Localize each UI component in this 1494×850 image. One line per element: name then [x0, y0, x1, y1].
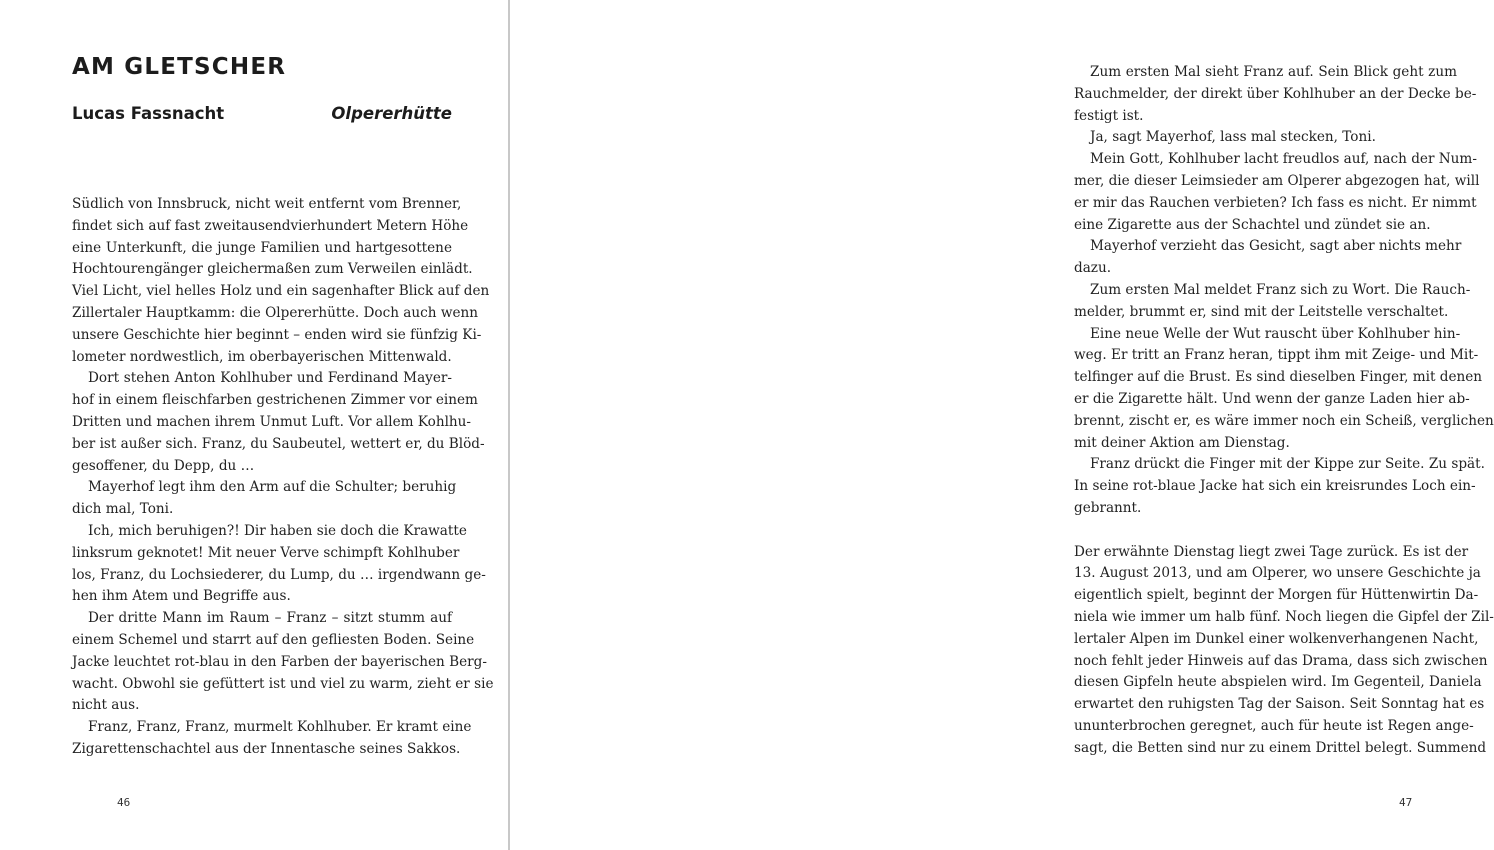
text-line: diesen Gipfeln heute abspielen wird. Im Gegenteil, Daniela: [1074, 674, 1482, 691]
text-line: Ja, sagt Mayerhof, lass mal stecken, Toni.: [1090, 129, 1376, 146]
text-line: nicht aus.: [72, 697, 140, 714]
text-line: lometer nordwestlich, im oberbayerischen Mittenwald.: [72, 348, 452, 365]
chapter-title: AM GLETSCHER: [72, 54, 287, 80]
right-page: [510, 0, 1494, 850]
text-line: ununterbrochen geregnet, auch für heute ist Regen ange-: [1074, 717, 1474, 734]
text-line: Der erwähnte Dienstag liegt zwei Tage zurück. Es ist der: [1074, 543, 1469, 560]
text-line: ber ist außer sich. Franz, du Saubeutel, wettert er, du Blöd-: [72, 435, 485, 452]
text-line: Franz, Franz, Franz, murmelt Kohlhuber. Er kramt eine: [88, 719, 472, 736]
text-line: festigt ist.: [1074, 107, 1144, 124]
text-line: Franz drückt die Finger mit der Kippe zur Seite. Zu spät.: [1090, 456, 1485, 473]
text-line: telfinger auf die Brust. Es sind dieselben Finger, mit denen: [1074, 369, 1483, 386]
page-number-left: 46: [117, 796, 131, 809]
text-line: los, Franz, du Lochsiederer, du Lump, du … irgendwann ge-: [72, 566, 486, 583]
text-line: hof in einem fleischfarben gestrichenen Zimmer vor einem: [72, 392, 478, 409]
text-line: Zillertaler Hauptkamm: die Olpererhütte. Doch auch wenn: [72, 304, 479, 321]
text-line: 13. August 2013, und am Olperer, wo unsere Geschichte ja: [1074, 565, 1481, 582]
text-line: Zum ersten Mal meldet Franz sich zu Wort. Die Rauch-: [1090, 281, 1471, 298]
text-line: Viel Licht, viel helles Holz und ein sagenhafter Blick auf den: [72, 283, 490, 300]
text-line: In seine rot-blaue Jacke hat sich ein kreisrundes Loch ein-: [1074, 478, 1476, 495]
text-line: weg. Er tritt an Franz heran, tippt ihm mit Zeige- und Mit-: [1074, 347, 1479, 364]
text-line: wacht. Obwohl sie gefüttert ist und viel zu warm, zieht er sie: [72, 675, 494, 692]
text-line: er mir das Rauchen verbieten? Ich fass es nicht. Er nimmt: [1074, 194, 1477, 211]
text-line: hen ihm Atem und Begriffe aus.: [72, 588, 291, 605]
text-line: Mayerhof legt ihm den Arm auf die Schulter; beruhig: [88, 479, 457, 496]
text-line: Dritten und machen ihrem Unmut Luft. Vor allem Kohlhu-: [72, 413, 472, 430]
text-line: eigentlich spielt, beginnt der Morgen für Hüttenwirtin Da-: [1074, 587, 1479, 604]
text-line: Mein Gott, Kohlhuber lacht freudlos auf, nach der Num-: [1090, 151, 1477, 168]
text-line: niela wie immer um halb fünf. Noch liegen die Gipfel der Zil-: [1074, 608, 1494, 625]
text-line: findet sich auf fast zweitausendvierhundert Metern Höhe: [72, 217, 469, 234]
location-name: Olpererhütte: [331, 104, 452, 123]
left-page: [0, 0, 509, 850]
text-line: Mayerhof verzieht das Gesicht, sagt aber nichts mehr: [1090, 238, 1462, 255]
text-line: Der dritte Mann im Raum – Franz – sitzt stumm auf: [88, 610, 452, 627]
text-line: einem Schemel und starrt auf den gefliesten Boden. Seine: [72, 631, 475, 648]
text-line: Südlich von Innsbruck, nicht weit entfernt vom Brenner,: [72, 196, 462, 212]
text-line: mer, die dieser Leimsieder am Olperer abgezogen hat, will: [1074, 172, 1480, 189]
text-line: linksrum geknotet! Mit neuer Verve schimpft Kohlhuber: [72, 544, 460, 561]
text-line: melder, brummt er, sind mit der Leitstelle verschaltet.: [1074, 303, 1449, 320]
text-line: lertaler Alpen im Dunkel einer wolkenverhangenen Nacht,: [1074, 630, 1479, 647]
left-page-body-text: [72, 194, 494, 761]
byline: [72, 104, 452, 123]
text-line: Ich, mich beruhigen?! Dir haben sie doch die Krawatte: [88, 522, 467, 539]
text-line: eine Zigarette aus der Schachtel und zündet sie an.: [1074, 216, 1431, 233]
text-line: dazu.: [1074, 260, 1112, 277]
text-line: dich mal, Toni.: [72, 501, 174, 518]
page-number-right: 47: [1399, 796, 1413, 809]
author-name: Lucas Fassnacht: [72, 104, 225, 123]
text-line: mit deiner Aktion am Dienstag.: [1074, 434, 1290, 451]
text-line: unsere Geschichte hier beginnt – enden wird sie fünfzig Ki-: [72, 326, 482, 343]
text-line: er die Zigarette hält. Und wenn der ganze Laden hier ab-: [1074, 390, 1470, 407]
right-page-body-text: [1074, 62, 1494, 760]
text-line: Rauchmelder, der direkt über Kohlhuber an der Decke be-: [1074, 85, 1477, 102]
text-line: Dort stehen Anton Kohlhuber und Ferdinand Mayer-: [88, 370, 452, 387]
text-line: Hochtourengänger gleichermaßen zum Verweilen einlädt.: [72, 261, 473, 278]
text-line: gebrannt.: [1074, 499, 1142, 516]
text-line: gesoffener, du Depp, du …: [72, 457, 255, 474]
text-line: noch fehlt jeder Hinweis auf das Drama, dass sich zwischen: [1074, 652, 1488, 669]
text-line: Jacke leuchtet rot-blau in den Farben der bayerischen Berg-: [72, 653, 487, 670]
section-break: [1074, 520, 1457, 542]
text-line: Zum ersten Mal sieht Franz auf. Sein Blick geht zum: [1090, 64, 1457, 80]
text-line: eine Unterkunft, die junge Familien und hartgesottene: [72, 239, 452, 256]
text-line: Zigarettenschachtel aus der Innentasche seines Sakkos.: [72, 740, 461, 757]
text-line: brennt, zischt er, es wäre immer noch ein Scheiß, verglichen: [1074, 412, 1494, 429]
text-line: sagt, die Betten sind nur zu einem Drittel belegt. Summend: [1074, 739, 1487, 756]
text-line: Eine neue Welle der Wut rauscht über Kohlhuber hin-: [1090, 325, 1461, 342]
text-line: erwartet den ruhigsten Tag der Saison. Seit Sonntag hat es: [1074, 696, 1485, 713]
